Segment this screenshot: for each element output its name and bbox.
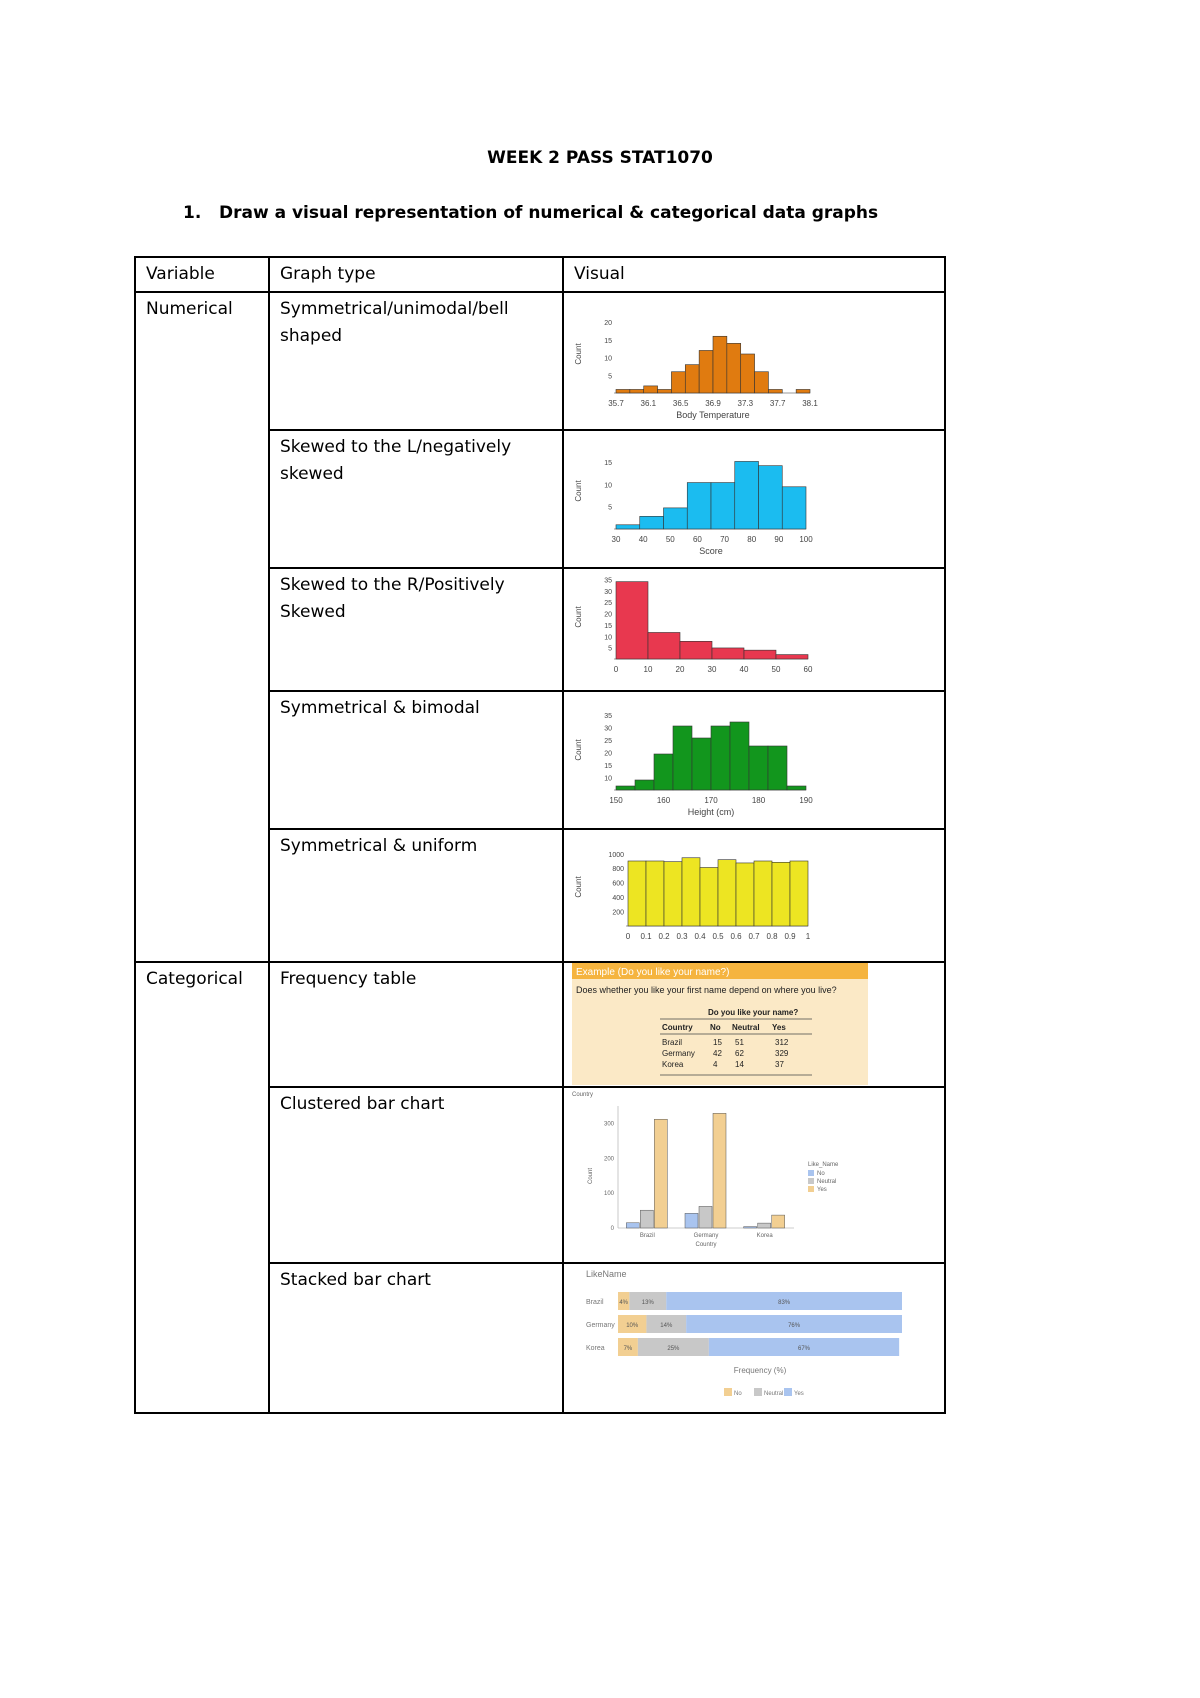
x-tick-label: 0.5 [712,932,724,941]
histogram-bar [682,858,700,926]
table-figure-cell: 329 [775,1049,789,1058]
x-axis-label: Country [695,1242,717,1248]
table-figure-column-header: No [710,1023,721,1032]
y-tick-label: 5 [608,504,612,512]
table-figure-cell: 312 [775,1038,789,1047]
table-header-row [135,257,945,292]
x-tick-label: 10 [643,665,653,674]
y-tick-label: 25 [604,738,612,745]
y-tick-label: 400 [612,895,624,903]
x-tick-label: 0.2 [658,932,670,941]
histogram-bar [768,389,782,393]
histogram-bar [635,780,654,790]
segment-label: 10% [626,1323,639,1329]
x-tick-label: 50 [771,665,781,674]
histogram-bar [616,786,635,790]
x-tick-label: 180 [751,796,766,805]
table-figure-cell: 4 [713,1060,718,1069]
x-tick-label: 36.1 [640,399,657,408]
x-tick-label: 150 [609,796,623,805]
bell-histogram [572,293,836,428]
histogram-bar [654,754,673,790]
y-tick-label: 15 [604,763,612,770]
segment-label: 25% [667,1346,680,1352]
table-figure-cell: Germany [662,1049,695,1058]
y-tick-label: 10 [604,775,612,783]
histogram-bar [749,746,768,790]
histogram-bar [700,868,718,927]
graph-type-cell: Symmetrical & bimodal [269,691,563,829]
histogram-bar [680,641,712,659]
histogram-bar [664,508,688,529]
y-tick-label: 25 [604,600,612,608]
histogram-bar [711,483,735,529]
histogram-bar [772,862,790,926]
table-figure-column-header: Yes [772,1023,786,1032]
y-tick-label: 20 [604,750,612,758]
x-tick-label: 36.9 [705,399,721,408]
x-tick-label: 35.7 [608,399,624,408]
y-tick-label: 10 [604,355,612,363]
clustered-bar [713,1113,726,1228]
histogram-bar [644,386,658,393]
x-axis-label: Frequency (%) [733,1366,787,1375]
legend-swatch [724,1388,732,1396]
graph-type-cell: Symmetrical/unimodal/bell shaped [269,292,563,430]
legend-label: No [817,1171,825,1177]
histogram-bar [692,738,711,790]
x-tick-label: 30 [707,665,717,674]
visual-cell [563,1087,945,1263]
table-figure-question: Does whether you like your first name depend on where you live? [576,985,837,995]
x-tick-label: 0.8 [766,932,778,941]
histogram-bar [658,389,672,393]
bimodal-histogram [572,692,836,827]
category-label: Germany [586,1322,615,1329]
header-visual: Visual [563,257,945,292]
y-tick-label: 0 [610,1226,614,1232]
graph-type-cell: Clustered bar chart [269,1087,563,1263]
frequency-table-figure [572,963,872,1085]
graph-type-cell: Frequency table [269,962,563,1087]
histogram-bar [630,389,644,393]
histogram-bar [787,786,806,790]
visual-cell [563,1263,945,1413]
x-axis-label: Height (cm) [687,807,735,817]
clustered-bar [758,1223,771,1228]
x-tick-label: 38.1 [802,399,818,408]
x-tick-label: Korea [756,1233,773,1239]
y-tick-label: 800 [612,866,624,874]
legend-swatch [808,1178,814,1184]
x-tick-label: 170 [704,796,718,805]
legend-label: Yes [817,1187,827,1193]
table-row [135,962,945,1087]
y-axis-label: Count [574,739,583,761]
table-figure-cell: 14 [735,1060,744,1069]
y-tick-label: 100 [603,1191,614,1198]
legend-swatch [808,1170,814,1176]
legend-label: No [734,1391,742,1397]
graph-type-cell: Stacked bar chart [269,1263,563,1413]
histogram-bar [673,726,692,790]
x-tick-label: 60 [692,535,702,544]
y-tick-label: 30 [604,725,612,733]
legend-title: Like_Name [808,1162,839,1168]
graph-type-cell: Symmetrical & uniform [269,829,563,962]
x-tick-label: 0 [613,665,619,674]
histogram-bar [730,722,749,790]
y-tick-label: 35 [604,577,612,585]
question-text: Draw a visual representation of numerical & categorical data graphs [219,203,879,223]
histogram-bar [744,650,776,659]
visual-cell [563,829,945,962]
histogram-bar [664,862,682,926]
histogram-bar [759,466,783,529]
visual-cell [563,691,945,829]
x-tick-label: 0 [625,932,631,941]
table-figure-cell: 37 [775,1060,784,1069]
table-figure-cell: Brazil [662,1038,683,1047]
histogram-bar [712,648,744,659]
y-tick-label: 5 [608,645,612,653]
clustered-bar [640,1210,653,1228]
segment-label: 7% [623,1346,633,1352]
histogram-bar [628,861,646,926]
histogram-bar [616,582,648,659]
legend-label: Neutral [817,1179,837,1185]
table-figure-column-header: Country [662,1023,693,1032]
x-tick-label: 0.7 [748,932,760,941]
stacked-bar-chart [572,1264,912,1410]
histogram-bar [796,389,810,393]
y-tick-label: 10 [604,634,612,642]
visual-cell [563,430,945,568]
clustered-bar [772,1215,785,1228]
clustered-bar [744,1227,757,1228]
segment-label: 4% [619,1300,629,1306]
histogram-bar [754,861,772,926]
x-axis-label: Body Temperature [676,410,750,420]
variable-categorical: Categorical [135,962,269,1413]
histogram-bar [648,632,680,659]
y-tick-label: 20 [604,611,612,619]
x-tick-label: 1 [805,932,811,941]
x-tick-label: 80 [747,535,757,544]
histogram-bar [687,483,711,529]
segment-label: 67% [798,1346,811,1352]
y-tick-label: 5 [608,373,612,381]
y-axis-label: Count [574,606,583,628]
header-variable: Variable [135,257,269,292]
segment-label: 13% [641,1300,654,1306]
histogram-bar [640,516,664,529]
segment-label: 76% [788,1323,801,1329]
histogram-bar [768,746,787,790]
chart-title: Country [572,1092,594,1098]
legend-label: Neutral [764,1391,784,1397]
y-axis-label: Count [574,876,583,898]
y-tick-label: 35 [604,713,612,720]
histogram-bar [616,389,630,393]
y-tick-label: 200 [612,909,624,917]
category-label: Brazil [586,1299,604,1306]
table-figure-cell: 15 [713,1038,722,1047]
x-tick-label: 0.1 [640,932,652,941]
y-tick-label: 30 [604,588,612,596]
table-figure-cell: 51 [735,1038,744,1047]
variable-numerical: Numerical [135,292,269,962]
x-tick-label: 90 [774,535,784,544]
x-tick-label: 60 [803,665,813,674]
x-axis-label: Score [699,546,723,556]
page-title: WEEK 2 PASS STAT1070 [487,148,713,168]
histogram-bar [790,861,808,926]
x-tick-label: 0.6 [730,932,742,941]
histogram-bar [671,372,685,393]
x-tick-label: 30 [611,535,621,544]
histogram-bar [713,336,727,393]
y-tick-label: 15 [604,459,612,467]
histogram-bar [699,350,713,393]
histogram-bar [646,861,664,926]
uniform-histogram [572,830,836,960]
x-tick-label: 160 [656,796,671,805]
x-tick-label: 0.4 [694,932,706,941]
table-figure-cell: 62 [735,1049,744,1058]
header-graph-type: Graph type [269,257,563,292]
x-tick-label: Germany [693,1233,719,1239]
y-tick-label: 300 [603,1121,614,1128]
legend-label: Yes [794,1391,804,1397]
histogram-bar [727,343,741,393]
x-tick-label: 0.3 [676,932,688,941]
legend-swatch [784,1388,792,1396]
y-tick-label: 15 [604,337,612,345]
category-label: Korea [586,1345,605,1352]
y-axis-label: Count [588,1167,594,1185]
segment-label: 83% [778,1300,791,1306]
graph-types-table [134,256,946,1414]
clustered-bar [699,1206,712,1228]
graph-type-cell: Skewed to the L/negatively skewed [269,430,563,568]
y-tick-label: 15 [604,622,612,630]
clustered-bar [685,1213,698,1228]
y-tick-label: 20 [604,320,612,328]
clustered-bar [654,1119,667,1228]
x-tick-label: 20 [675,665,685,674]
histogram-bar [735,461,759,529]
table-row [135,292,945,430]
x-tick-label: 37.7 [769,399,786,408]
y-axis-label: Count [574,343,583,365]
y-tick-label: 10 [604,482,612,490]
histogram-bar [711,726,730,790]
histogram-bar [736,863,754,926]
table-figure-column-header: Neutral [732,1023,760,1032]
y-axis-label: Count [574,480,583,502]
table-figure-caption: Do you like your name? [708,1008,799,1017]
histogram-bar [741,354,755,393]
right-skew-histogram [572,569,836,689]
x-tick-label: Brazil [639,1233,655,1239]
x-tick-label: 36.5 [672,399,689,408]
y-tick-label: 200 [603,1156,614,1163]
question-heading [183,203,878,223]
x-tick-label: 50 [665,535,675,544]
histogram-bar [755,372,769,393]
histogram-bar [718,860,736,926]
x-tick-label: 37.3 [737,399,754,408]
left-skew-histogram [572,431,836,566]
x-tick-label: 100 [799,535,813,544]
histogram-bar [685,365,699,393]
y-tick-label: 600 [612,880,624,888]
clustered-bar-chart [572,1088,872,1260]
legend-swatch [808,1186,814,1192]
chart-title: LikeName [586,1269,627,1279]
visual-cell [563,962,945,1087]
y-tick-label: 1000 [608,851,624,859]
question-number: 1. [183,203,202,223]
visual-cell [563,568,945,691]
x-tick-label: 40 [739,665,749,674]
x-tick-label: 0.9 [784,932,796,941]
x-tick-label: 40 [638,535,648,544]
x-tick-label: 70 [720,535,730,544]
x-tick-label: 190 [799,796,813,805]
legend-swatch [754,1388,762,1396]
graph-type-cell: Skewed to the R/Positively Skewed [269,568,563,691]
visual-cell [563,292,945,430]
segment-label: 14% [660,1323,673,1329]
histogram-bar [776,655,808,659]
table-figure-cell: 42 [713,1049,722,1058]
histogram-bar [616,525,640,529]
histogram-bar [782,487,806,529]
table-figure-banner-text: Example (Do you like your name?) [576,967,730,978]
table-figure-cell: Korea [662,1060,684,1069]
clustered-bar [626,1223,639,1228]
